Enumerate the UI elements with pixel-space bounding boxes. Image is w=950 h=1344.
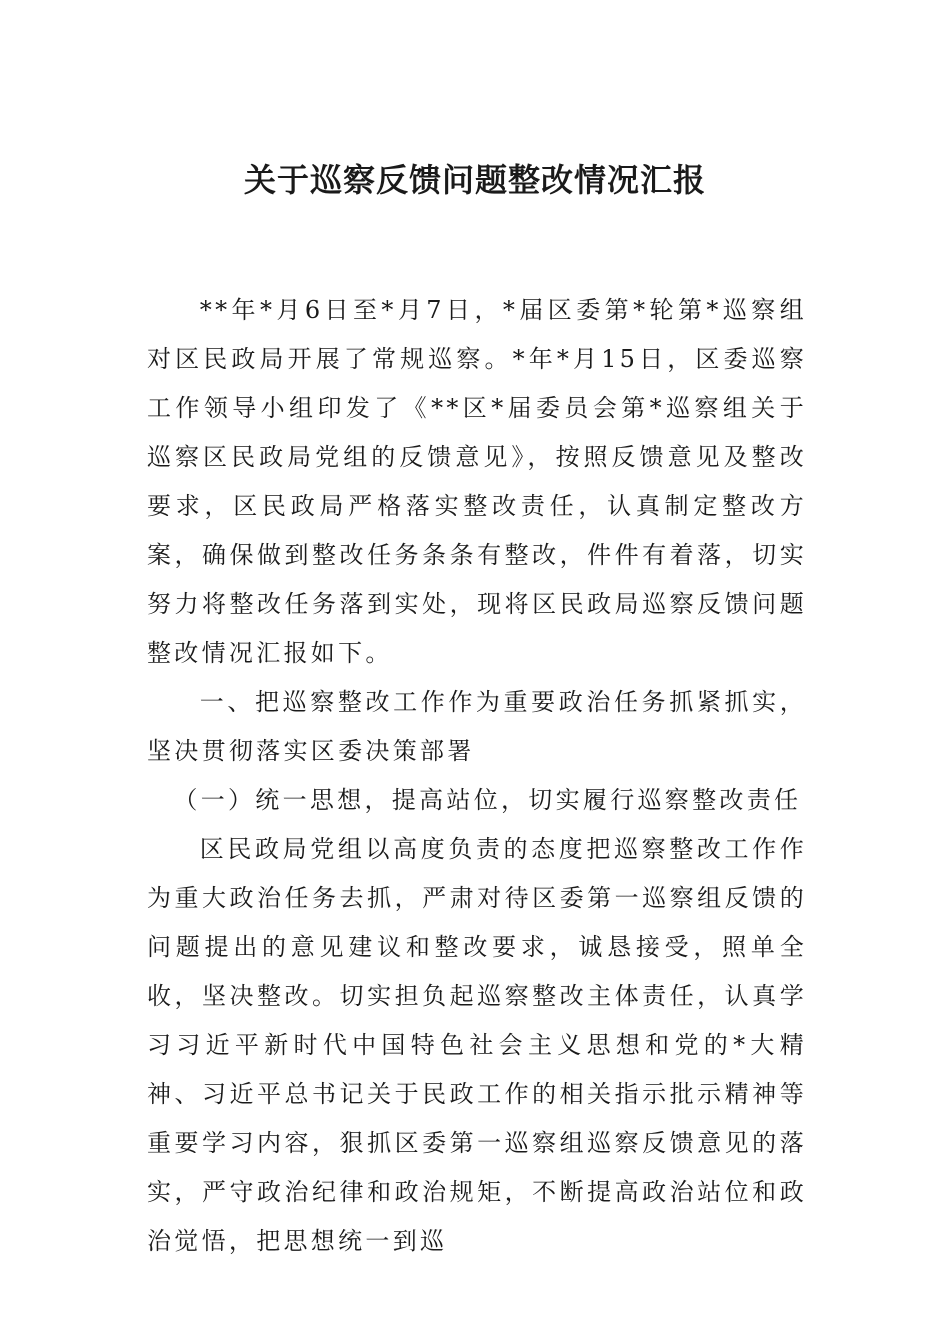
body-paragraph: 区民政局党组以高度负责的态度把巡察整改工作作为重大政治任务去抓，严肃对待区委第一巡察组反馈的问题提出的意见建议和整改要求，诚恳接受，照单全收，坚决整改。切实担负起巡察整改主体责任，认真学习习近平新时代中国特色社会主义思想和党的*大精神、习近平总书记关于民政工作的相关指示批示精神等重要学习内容，狠抓区委第一巡察组巡察反馈意见的落实，严守政治纪律和政治规矩，不断提高政治站位和政治觉悟，把思想统一到巡 xyxy=(147,835,807,1255)
section-heading: 一、把巡察整改工作作为重要政治任务抓紧抓实，坚决贯彻落实区委决策部署 xyxy=(147,688,807,765)
subsection-heading: （一）统一思想，提高站位，切实履行巡察整改责任 xyxy=(173,786,802,814)
intro-paragraph: **年*月6日至*月7日，*届区委第*轮第*巡察组对区民政局开展了常规巡察。*年*月15日，区委巡察工作领导小组印发了《**区*届委员会第*巡察组关于巡察区民政局党组的反馈意见》，按照反馈意见及整改要求，区民政局严格落实整改责任，认真制定整改方案，确保做到整改任务条条有整改，件件有着落，切实努力将整改任务落到实处，现将区民政局巡察反馈问题整改情况汇报如下。 xyxy=(147,296,807,667)
document-title: 关于巡察反馈问题整改情况汇报 xyxy=(243,161,706,199)
document-body xyxy=(147,286,807,1266)
